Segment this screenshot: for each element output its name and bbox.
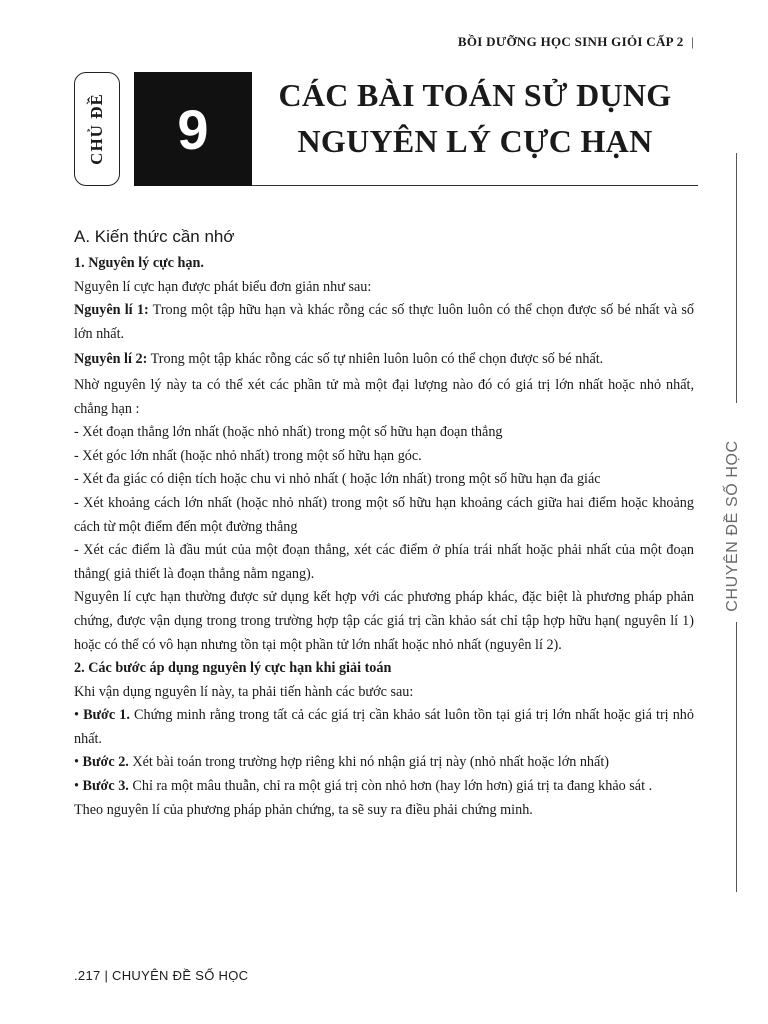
step-text: Chứng minh rằng trong tất cả các giá trị cần khảo sát luôn tồn tại giá trị lớn nhất hoặc giá trị nhỏ nhất. (74, 707, 694, 747)
paragraph-conclusion: Theo nguyên lí của phương pháp phản chứng, ta sẽ suy ra điều phải chứng minh. (74, 801, 533, 818)
step-item (74, 775, 694, 799)
paragraph-combined-use: Nguyên lí cực hạn thường được sử dụng kết hợp với các phương pháp khác, đặc biệt là phương pháp phản chứng, được vận dụng trong trong trường hợp tập các giá trị cần khảo sát chỉ tập hợp hữu hạn( nguyên lí 1) hoặc có thể có vô hạn nhưng tồn tại một phần tử lớn nhất hoặc nhỏ nhất (nguyên lí 2). (74, 589, 694, 653)
bullet-icon: • (74, 754, 83, 771)
footer-section-name: CHUYÊN ĐỀ SỐ HỌC (112, 968, 249, 983)
example-item: - Xét đa giác có diện tích hoặc chu vi nhỏ nhất ( hoặc lớn nhất) trong một số hữu hạn đa giác (74, 471, 601, 488)
chapter-label-box (74, 72, 120, 186)
principle-2-label: Nguyên lí 2: (74, 351, 148, 368)
paragraph-intro: Nguyên lí cực hạn được phát biểu đơn giản như sau: (74, 278, 372, 295)
step-label: Bước 3. (82, 778, 129, 795)
chapter-number: 9 (134, 72, 252, 186)
section-heading: A. Kiến thức cần nhớ (74, 227, 235, 246)
side-rule-top (736, 153, 737, 403)
chapter-label: CHỦ ĐỀ (87, 93, 106, 165)
step-text: Chỉ ra một mâu thuẫn, chỉ ra một giá trị còn nhỏ hơn (hay lớn hơn) giá trị ta đang khảo sát . (128, 778, 653, 795)
bullet-icon: • (74, 707, 84, 724)
paragraph-steps-intro: Khi vận dụng nguyên lí này, ta phải tiến hành các bước sau: (74, 683, 414, 700)
bullet-icon: • (74, 778, 83, 795)
subsection-title-1: 1. Nguyên lý cực hạn. (74, 255, 204, 271)
footer-separator: | (104, 968, 109, 983)
principle-1-text: Trong một tập hữu hạn và khác rỗng các số thực luôn luôn có thể chọn được số bé nhất và số lớn nhất. (74, 302, 694, 342)
chapter-title-line-2: NGUYÊN LÝ CỰC HẠN (297, 123, 653, 159)
running-header-title: BỒI DƯỠNG HỌC SINH GIỎI CẤP 2 (457, 34, 684, 49)
running-header (458, 34, 694, 50)
subsection-title-2: 2. Các bước áp dụng nguyên lý cực hạn khi giải toán (74, 660, 392, 677)
example-item: - Xét khoảng cách lớn nhất (hoặc nhỏ nhất) trong một số hữu hạn khoảng cách giữa hai điểm hoặc khoảng cách từ một điểm đến một đường thẳng (74, 494, 694, 535)
paragraph-principle-2 (74, 348, 694, 372)
page-footer (74, 968, 248, 983)
example-item: - Xét góc lớn nhất (hoặc nhỏ nhất) trong một số hữu hạn góc. (74, 447, 422, 464)
step-label: Bước 2. (82, 754, 129, 771)
example-item: - Xét đoạn thẳng lớn nhất (hoặc nhỏ nhất) trong một số hữu hạn đoạn thẳng (74, 424, 503, 441)
chapter-title-line-1: CÁC BÀI TOÁN SỬ DỤNG (278, 77, 672, 113)
title-underline (252, 185, 698, 186)
step-item (74, 751, 694, 775)
side-section-label: CHUYÊN ĐỀ SỐ HỌC (724, 440, 741, 612)
example-item: - Xét các điểm là đầu mút của một đoạn thẳng, xét các điểm ở phía trái nhất hoặc phải nhất của một đoạn thẳng( giả thiết là đoạn thẳng nằm ngang). (74, 542, 694, 582)
running-header-separator: | (691, 34, 694, 49)
page-number: .217 (74, 968, 101, 983)
step-label: Bước 1. (83, 707, 130, 724)
main-content (74, 224, 694, 822)
chapter-title (252, 72, 698, 164)
step-text: Xét bài toán trong trường hợp riêng khi nó nhận giá trị này (nhỏ nhất hoặc lớn nhất) (128, 754, 609, 771)
principle-1-label: Nguyên lí 1: (74, 302, 149, 319)
principle-2-text: Trong một tập khác rỗng các số tự nhiên luôn luôn có thể chọn được số bé nhất. (147, 351, 604, 368)
paragraph-usage-intro: Nhờ nguyên lý này ta có thể xét các phần tử mà một đại lượng nào đó có giá trị lớn nhất hoặc nhỏ nhất, chẳng hạn : (74, 376, 694, 417)
side-rule-bottom (736, 622, 737, 892)
step-item (74, 704, 694, 751)
paragraph-principle-1 (74, 299, 694, 346)
